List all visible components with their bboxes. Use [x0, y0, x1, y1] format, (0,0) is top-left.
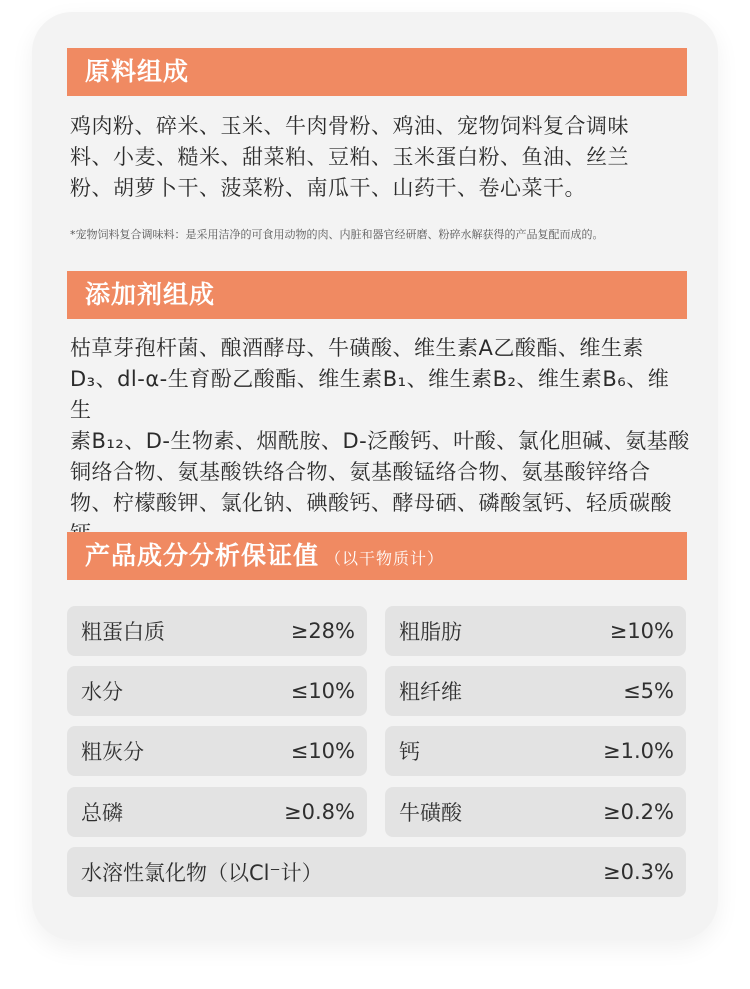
nutrient-name: 粗灰分: [81, 740, 144, 764]
additives-text: [70, 333, 690, 550]
nutrient-value: ≤10%: [290, 679, 355, 703]
analysis-subtitle: （以干物质计）: [325, 549, 445, 568]
analysis-row: [67, 787, 367, 837]
nutrient-value: ≤5%: [623, 679, 674, 703]
analysis-row: [67, 666, 367, 716]
raw-materials-footnote: *宠物饲料复合调味料：是采用洁净的可食用动物的肉、内脏和器官经研磨、粉碎水解获得的产品复配而成的。: [70, 228, 604, 241]
nutrient-value: ≤10%: [290, 739, 355, 763]
nutrient-name: 钙: [399, 740, 420, 764]
additive-line: 物、柠檬酸钾、氯化钠、碘酸钙、酵母硒、磷酸氢钙、轻质碳酸: [70, 491, 672, 515]
analysis-row-chloride: [67, 847, 686, 897]
raw-materials-header: [67, 48, 687, 96]
nutrient-name: 水分: [81, 680, 123, 704]
raw-materials-text: [70, 111, 690, 204]
analysis-row: [385, 666, 686, 716]
additives-header: [67, 271, 687, 319]
nutrient-value: ≥0.3%: [603, 860, 674, 884]
analysis-row: [385, 726, 686, 776]
nutrient-name: 牛磺酸: [399, 801, 462, 825]
raw-materials-title: 原料组成: [85, 57, 190, 86]
nutrient-name: 粗脂肪: [399, 620, 462, 644]
nutrient-value: ≥10%: [609, 619, 674, 643]
additive-line: 铜络合物、氨基酸铁络合物、氨基酸锰络合物、氨基酸锌络合: [70, 460, 651, 484]
additive-line: 素B₁₂、D-生物素、烟酰胺、D-泛酸钙、叶酸、氯化胆碱、氨基酸: [70, 429, 690, 453]
raw-line: 鸡肉粉、碎米、玉米、牛肉骨粉、鸡油、宠物饲料复合调味: [70, 114, 629, 138]
nutrient-name: 粗纤维: [399, 680, 462, 704]
analysis-row: [67, 606, 367, 656]
nutrient-value: ≥0.2%: [603, 800, 674, 824]
nutrient-name: 水溶性氯化物（以Cl⁻计）: [81, 861, 323, 885]
additives-title: 添加剂组成: [85, 280, 216, 309]
analysis-row: [67, 726, 367, 776]
nutrient-value: ≥0.8%: [284, 800, 355, 824]
additive-line: D₃、dl-α-生育酚乙酸酯、维生素B₁、维生素B₂、维生素B₆、维生: [70, 367, 670, 422]
nutrient-value: ≥1.0%: [603, 739, 674, 763]
analysis-title: 产品成分分析保证值: [85, 541, 320, 570]
analysis-header: [67, 532, 687, 580]
nutrient-name: 总磷: [81, 801, 123, 825]
raw-line: 料、小麦、糙米、甜菜粕、豆粕、玉米蛋白粉、鱼油、丝兰: [70, 145, 629, 169]
analysis-row: [385, 787, 686, 837]
raw-line: 粉、胡萝卜干、菠菜粉、南瓜干、山药干、卷心菜干。: [70, 176, 586, 200]
nutrient-value: ≥28%: [290, 619, 355, 643]
additive-line: 枯草芽孢杆菌、酿酒酵母、牛磺酸、维生素A乙酸酯、维生素: [70, 336, 644, 360]
analysis-row: [385, 606, 686, 656]
nutrient-name: 粗蛋白质: [81, 620, 165, 644]
